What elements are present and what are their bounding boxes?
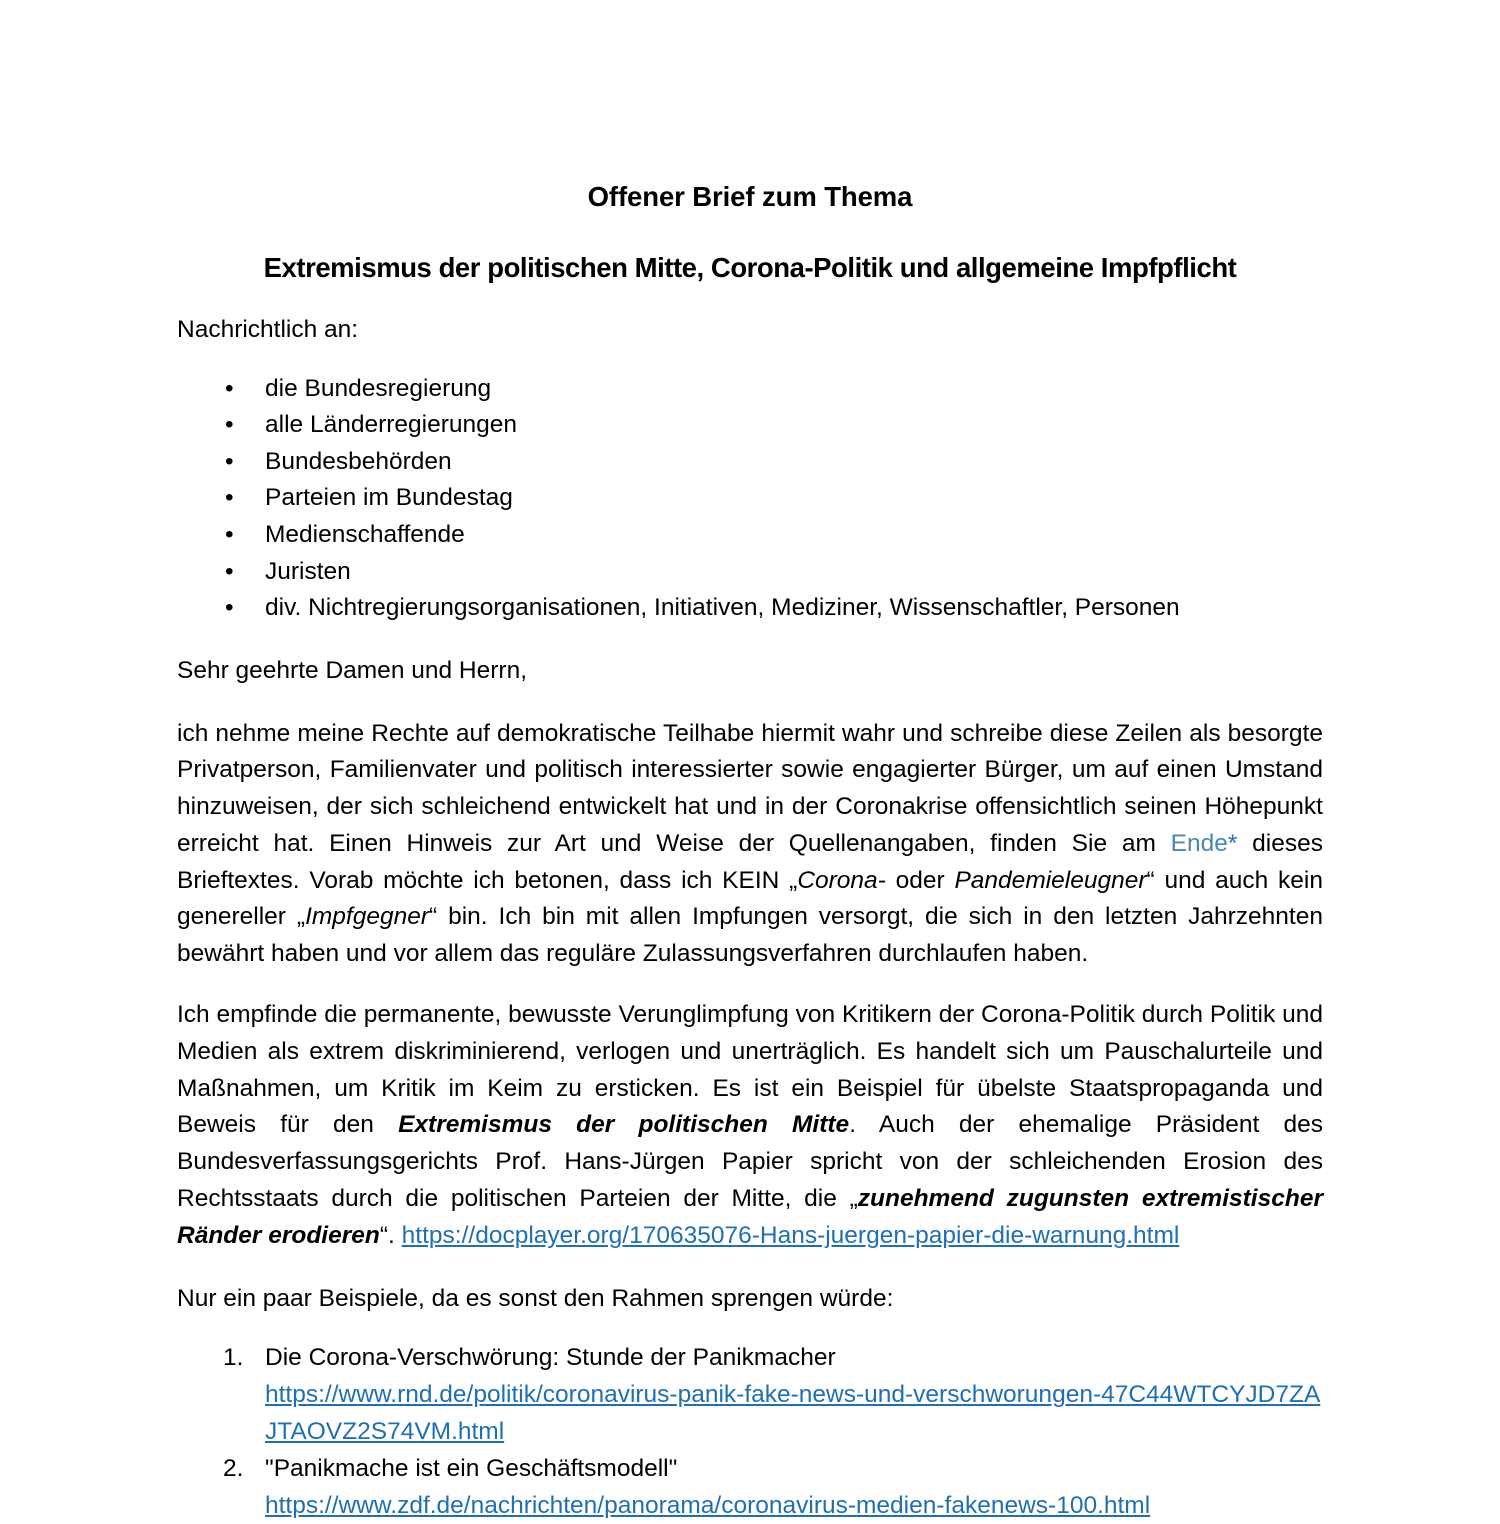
list-item [177,554,1323,591]
paragraph-text-run: oder [885,866,955,894]
paragraph-text-run: Ich empfinde die permanente, bewusste Verunglimpfung von Kritikern der Corona-Politik durch Politik und Medien als extrem diskriminierend, verlogen und unerträglich. Es handelt sich um Pauschalurteile und Maßnahmen, um Kritik im Keim zu ersticken. Es ist ein Beispiel für übelste Staatspropaganda und Beweis für den [177,1001,1323,1139]
emphasis-zunehmend-zugunsten: zunehmend zugunsten extremistischer Ränder erodieren [177,1185,1323,1249]
bullet-icon: • [225,520,234,548]
list-item [177,1450,1323,1524]
list-item-number: 1. [223,1344,244,1372]
example-link-zdf[interactable]: https://www.zdf.de/nachrichten/panorama/coronavirus-medien-fakenews-100.html [265,1492,1151,1520]
list-item-label: Parteien im Bundestag [265,484,513,512]
paragraph-extremismus [177,973,1323,1255]
emphasis-pandemieleugner: Pandemieleugner [954,866,1147,894]
bullet-icon: • [225,411,234,439]
list-item-label: "Panikmache ist ein Geschäftsmodell" [265,1455,678,1483]
paragraph-text-run: . Auch der ehemalige Präsident des Bundesverfassungsgerichts Prof. Hans-Jürgen Papier spricht von der schleichenden Erosion des Rechtsstaats durch die politischen Parteien der Mitte, die „ [177,1111,1323,1213]
bullet-icon: • [225,557,234,585]
list-item [177,480,1323,517]
list-item-label: div. Nichtregierungsorganisationen, Initiativen, Mediziner, Wissenschaftler, Personen [265,594,1180,622]
paragraph-text-run: dieses Brieftextes. Vorab möchte ich betonen, dass ich KEIN „ [177,829,1323,894]
list-item [177,517,1323,554]
list-item-number: 2. [223,1455,244,1483]
examples-list [177,1317,1323,1524]
examples-intro: Nur ein paar Beispiele, da es sonst den Rahmen sprengen würde: [177,1284,894,1312]
paragraph-intro [177,690,1323,974]
list-item-label: die Bundesregierung [265,374,492,402]
list-item [177,1339,1323,1450]
recipients-list [177,349,1323,627]
bullet-icon: • [225,374,234,402]
salutation: Sehr geehrte Damen und Herrn, [177,656,527,684]
list-item [177,371,1323,408]
papier-warnung-link[interactable]: https://docplayer.org/170635076-Hans-juergen-papier-die-warnung.html [401,1221,1180,1249]
paragraph-text-run: “ bin. Ich bin mit allen Impfungen versorgt, die sich in den letzten Jahrzehnten bewährt haben und vor allem das reguläre Zulassungsverfahren durchlaufen haben. [177,903,1323,968]
document-title-subtitle: Extremismus der politischen Mitte, Corona-Politik und allgemeine Impfpflicht [263,252,1237,284]
document-title-main: Offener Brief zum Thema [587,181,913,212]
list-item-label: Bundesbehörden [265,447,452,475]
example-link-rnd[interactable]: https://www.rnd.de/politik/coronavirus-panik-fake-news-und-verschworungen-47C44WTCYJD7ZAJTAOVZ2S74VM.html [265,1381,1321,1446]
document-body [177,0,1323,1524]
list-item-label: Die Corona-Verschwörung: Stunde der Panikmacher [265,1344,836,1372]
list-item-label: Juristen [265,557,351,585]
footnote-asterisk: * [1227,829,1238,857]
emphasis-extremismus-der-politischen-mitte: Extremismus der politischen Mitte [398,1111,850,1139]
paragraph-text-run: “ und auch kein genereller „ [177,866,1324,931]
paragraph-text-run: “. [379,1221,402,1249]
ende-link[interactable]: Ende [1170,829,1228,857]
recipients-intro: Nachrichtlich an: [177,315,359,343]
bullet-icon: • [225,484,234,512]
list-item [177,590,1323,627]
list-item-label: Medienschaffende [265,520,465,548]
emphasis-impfgegner: Impfgegner [305,903,429,931]
emphasis-corona: Corona- [797,866,886,894]
list-item [177,407,1323,444]
bullet-icon: • [225,594,234,622]
list-item-label: alle Länderregierungen [265,411,517,439]
paragraph-text-run: ich nehme meine Rechte auf demokratische Teilhabe hiermit wahr und schreibe diese Zeilen als besorgte Privatperson, Familienvater und politisch interessierter sowie engagierter Bürger, um auf einen Umstand hinzuweisen, der sich schleichend entwickelt hat und in der Coronakrise offensichtlich seinen Höhepunkt erreicht hat. Einen Hinweis zur Art und Weise der Quellenangaben, finden Sie am [177,719,1323,857]
list-item [177,444,1323,481]
bullet-icon: • [225,447,234,475]
